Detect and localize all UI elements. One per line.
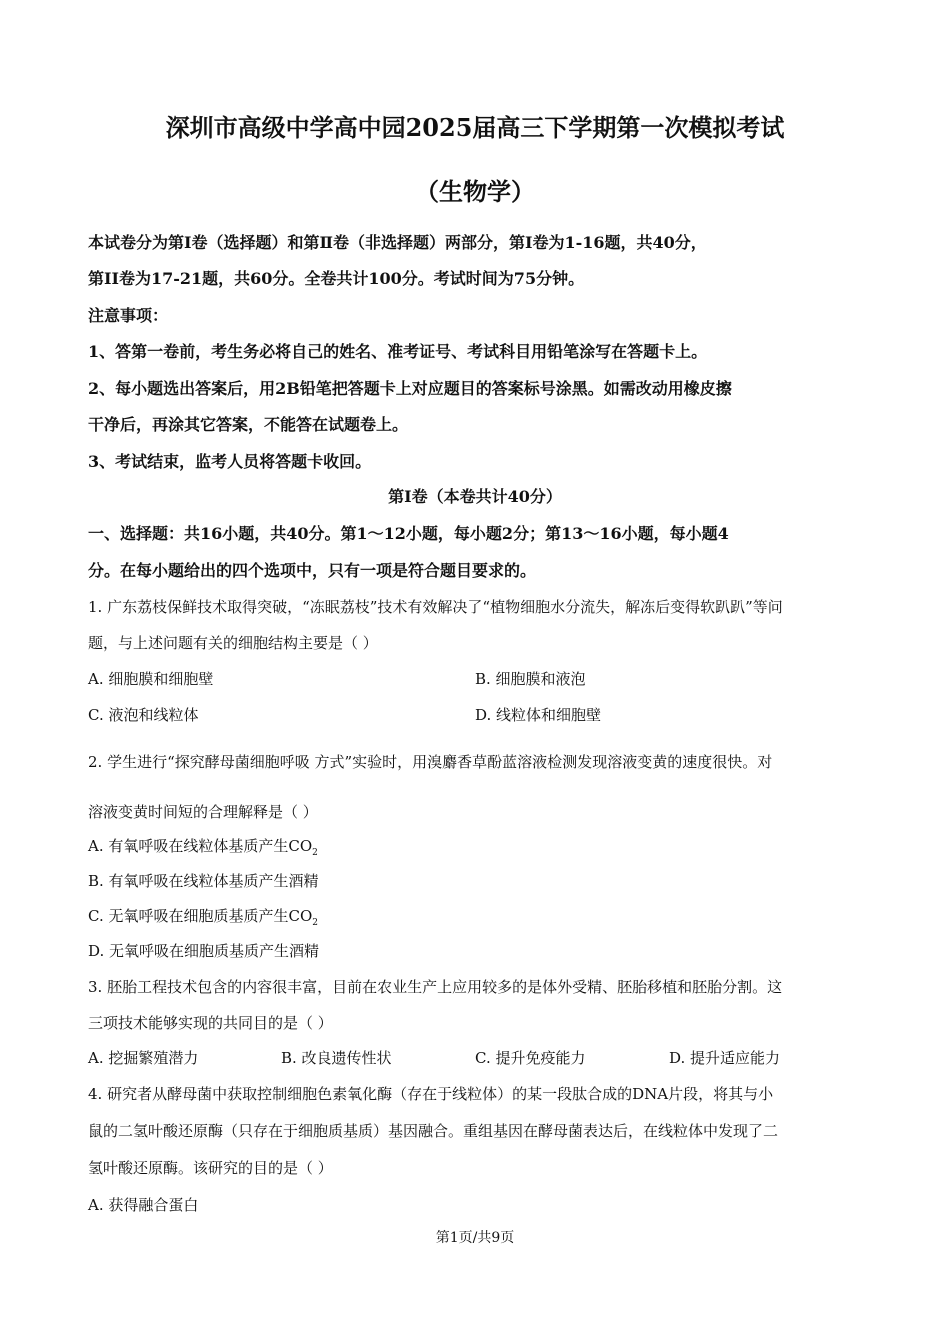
q3-option-d: D. 提升适应能力: [669, 1049, 781, 1067]
q4-stem-line-1: 4. 研究者从酵母菌中获取控制细胞色素氧化酶（存在于线粒体）的某一段肽合成的DNA片段，将其与小: [88, 1085, 774, 1103]
q1-stem-line-2: 题，与上述问题有关的细胞结构主要是（ ）: [88, 634, 378, 652]
section-instruction-line-2: 分。在每小题给出的四个选项中，只有一项是符合题目要求的。: [88, 561, 537, 580]
q4-stem-line-3: 氢叶酸还原酶。该研究的目的是（ ）: [88, 1159, 333, 1177]
intro-line-2: 第II卷为17-21题，共60分。全卷共计100分。考试时间为75分钟。: [88, 269, 585, 288]
intro-line-1: 本试卷分为第Ⅰ卷（选择题）和第Ⅱ卷（非选择题）两部分，第Ⅰ卷为1-16题，共40分，: [88, 233, 707, 252]
section-heading: 第Ⅰ卷（本卷共计40分）: [388, 487, 562, 506]
q3-option-c: C. 提升免疫能力: [475, 1049, 586, 1067]
q3-option-a: A. 挖掘繁殖潜力: [88, 1049, 199, 1067]
q3-stem-line-1: 3. 胚胎工程技术包含的内容很丰富，目前在农业生产上应用较多的是体外受精、胚胎移植和胚胎分割。这: [88, 978, 783, 996]
q3-option-b: B. 改良遗传性状: [281, 1049, 392, 1067]
q2-option-a: A. 有氧呼吸在线粒体基质产生$CO_2$: [88, 837, 318, 858]
q2-stem-line-1: 2. 学生进行“探究酵母菌细胞呼吸 方式”实验时，用溴麝香草酚蓝溶液检测发现溶液变黄的速度很快。对: [88, 753, 773, 771]
notes-item-3: 3、考试结束，监考人员将答题卡收回。: [88, 452, 372, 471]
q3-stem-line-2: 三项技术能够实现的共同目的是（ ）: [88, 1014, 333, 1032]
q2-option-b: B. 有氧呼吸在线粒体基质产生酒精: [88, 872, 319, 890]
q1-option-c: C. 液泡和线粒体: [88, 706, 199, 724]
q1-option-b: B. 细胞膜和液泡: [475, 670, 586, 688]
notes-heading: 注意事项：: [88, 306, 169, 325]
q1-option-d: D. 线粒体和细胞壁: [475, 706, 602, 724]
q4-option-a: A. 获得融合蛋白: [88, 1196, 199, 1214]
q1-stem-line-1: 1. 广东荔枝保鲜技术取得突破，“冻眠荔枝”技术有效解决了“植物细胞水分流失，解冻后变得软趴趴”等问: [88, 598, 783, 616]
notes-item-2-line-1: 2、每小题选出答案后，用2B铅笔把答题卡上对应题目的答案标号涂黑。如需改动用橡皮擦: [88, 379, 732, 398]
subject-title: （生物学）: [415, 177, 535, 206]
exam-title: 深圳市高级中学高中园2025届高三下学期第一次模拟考试: [165, 113, 785, 142]
notes-item-1: 1、答第一卷前，考生务必将自己的姓名、准考证号、考试科目用铅笔涂写在答题卡上。: [88, 342, 708, 361]
q4-stem-line-2: 鼠的二氢叶酸还原酶（只存在于细胞质基质）基因融合。重组基因在酵母菌表达后，在线粒体中发现了二: [88, 1122, 779, 1140]
section-instruction-line-1: 一、选择题：共16小题，共40分。第1～12小题，每小题2分；第13～16小题，每小题4: [88, 524, 729, 543]
notes-item-2-line-2: 干净后，再涂其它答案，不能答在试题卷上。: [88, 415, 409, 434]
q1-option-a: A. 细胞膜和细胞壁: [88, 670, 214, 688]
page-number: 第1页/共9页: [435, 1230, 515, 1246]
q2-stem-line-2: 溶液变黄时间短的合理解释是（ ）: [88, 803, 318, 821]
q2-option-c: C. 无氧呼吸在细胞质基质产生$CO_2$: [88, 907, 318, 928]
q2-option-d: D. 无氧呼吸在细胞质基质产生酒精: [88, 942, 320, 960]
